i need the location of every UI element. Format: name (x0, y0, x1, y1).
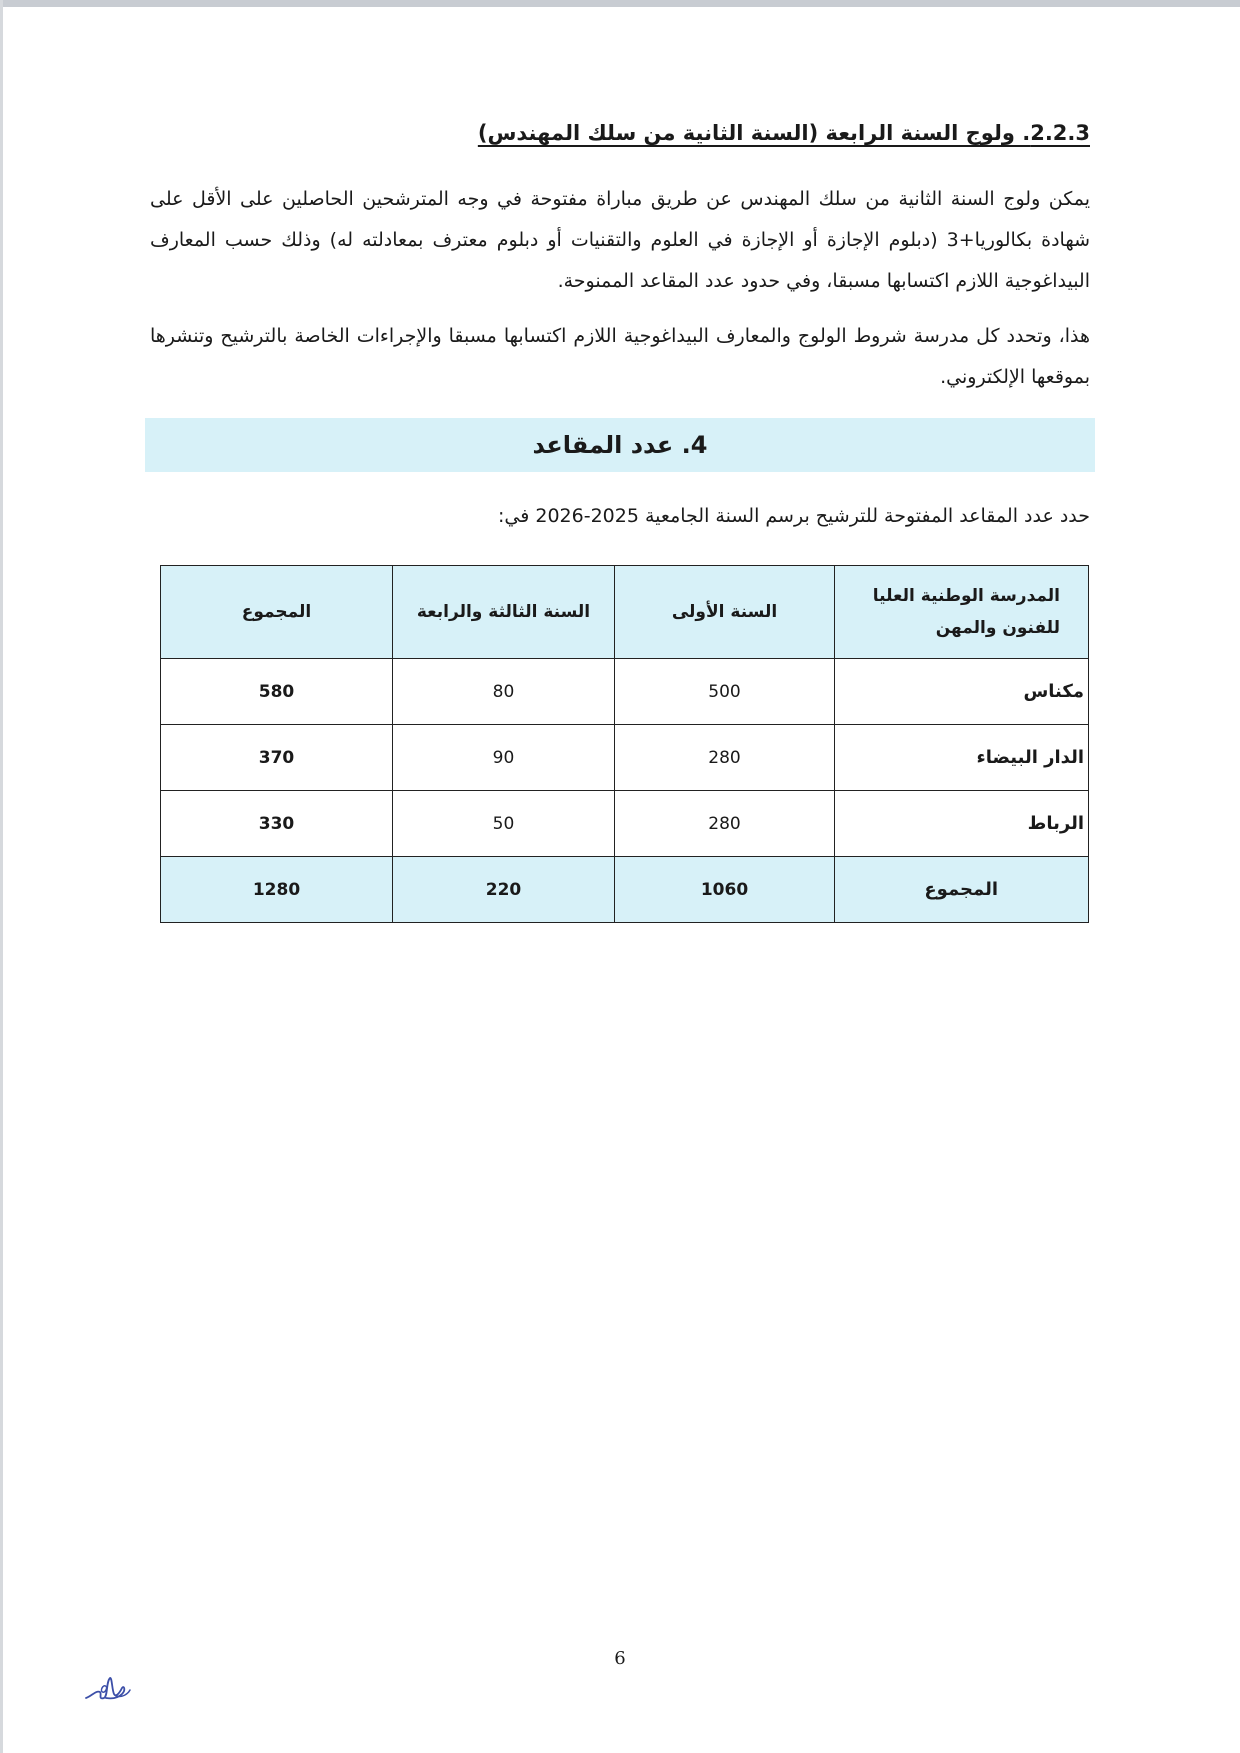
row-city: مكناس (835, 659, 1089, 725)
table-row (161, 725, 1089, 791)
section-4-intro: حدد عدد المقاعد المفتوحة للترشيح برسم السنة الجامعية 2025-2026 في: (498, 505, 1090, 527)
signature-stroke-loop (101, 1686, 106, 1692)
header-first-year: السنة الأولى (615, 566, 835, 659)
row-city: الرباط (835, 791, 1089, 857)
section-2-2-3-paragraph-1: يمكن ولوج السنة الثانية من سلك المهندس عن طريق مباراة مفتوحة في وجه المترشحين الحاصلين على الأقل على شهادة بكالوريا+3 (دبلوم الإجازة أو الإجازة في العلوم والتقنيات أو دبلوم معترف بمعادلته له) وذلك حسب المعارف البيداغوجية اللازم اكتسابها مسبقا، وفي حدود عدد المقاعد الممنوحة. (150, 188, 1090, 292)
document-body (150, 115, 1090, 534)
table-summary-row (161, 857, 1089, 923)
handwritten-signature-icon (82, 1668, 134, 1708)
signature-stroke-main (86, 1678, 124, 1698)
scan-edge-top (0, 0, 1240, 7)
section-2-2-3-heading: 2.2.3. ولوج السنة الرابعة (السنة الثانية من سلك المهندس) (477, 121, 1090, 145)
header-third-fourth-year: السنة الثالثة والرابعة (393, 566, 615, 659)
row-total: 370 (161, 725, 393, 791)
header-school-line-2: للفنون والمهن (935, 618, 1060, 638)
summary-first-year: 1060 (615, 857, 835, 923)
row-third-fourth-year: 50 (393, 791, 615, 857)
row-first-year: 280 (615, 725, 835, 791)
row-third-fourth-year: 80 (393, 659, 615, 725)
section-4-title: 4. عدد المقاعد (532, 431, 708, 459)
section-4-title-bar (145, 418, 1095, 472)
header-school-line-1: المدرسة الوطنية العليا (872, 586, 1060, 606)
row-first-year: 280 (615, 791, 835, 857)
seats-table (160, 565, 1089, 923)
table-row (161, 791, 1089, 857)
page-number: 6 (614, 1648, 626, 1669)
row-total: 330 (161, 791, 393, 857)
row-city: الدار البيضاء (835, 725, 1089, 791)
table-header-row (161, 566, 1089, 659)
header-school (835, 566, 1089, 659)
header-total: المجموع (161, 566, 393, 659)
scan-edge-left (0, 0, 3, 1753)
summary-total: 1280 (161, 857, 393, 923)
table-row (161, 659, 1089, 725)
section-2-2-3-paragraph-2: هذا، وتحدد كل مدرسة شروط الولوج والمعارف البيداغوجية اللازم اكتسابها مسبقا والإجراءات الخاصة بالترشيح وتنشرها بموقعها الإلكتروني. (150, 325, 1090, 388)
summary-third-fourth-year: 220 (393, 857, 615, 923)
row-first-year: 500 (615, 659, 835, 725)
row-third-fourth-year: 90 (393, 725, 615, 791)
row-total: 580 (161, 659, 393, 725)
summary-label: المجموع (835, 857, 1089, 923)
